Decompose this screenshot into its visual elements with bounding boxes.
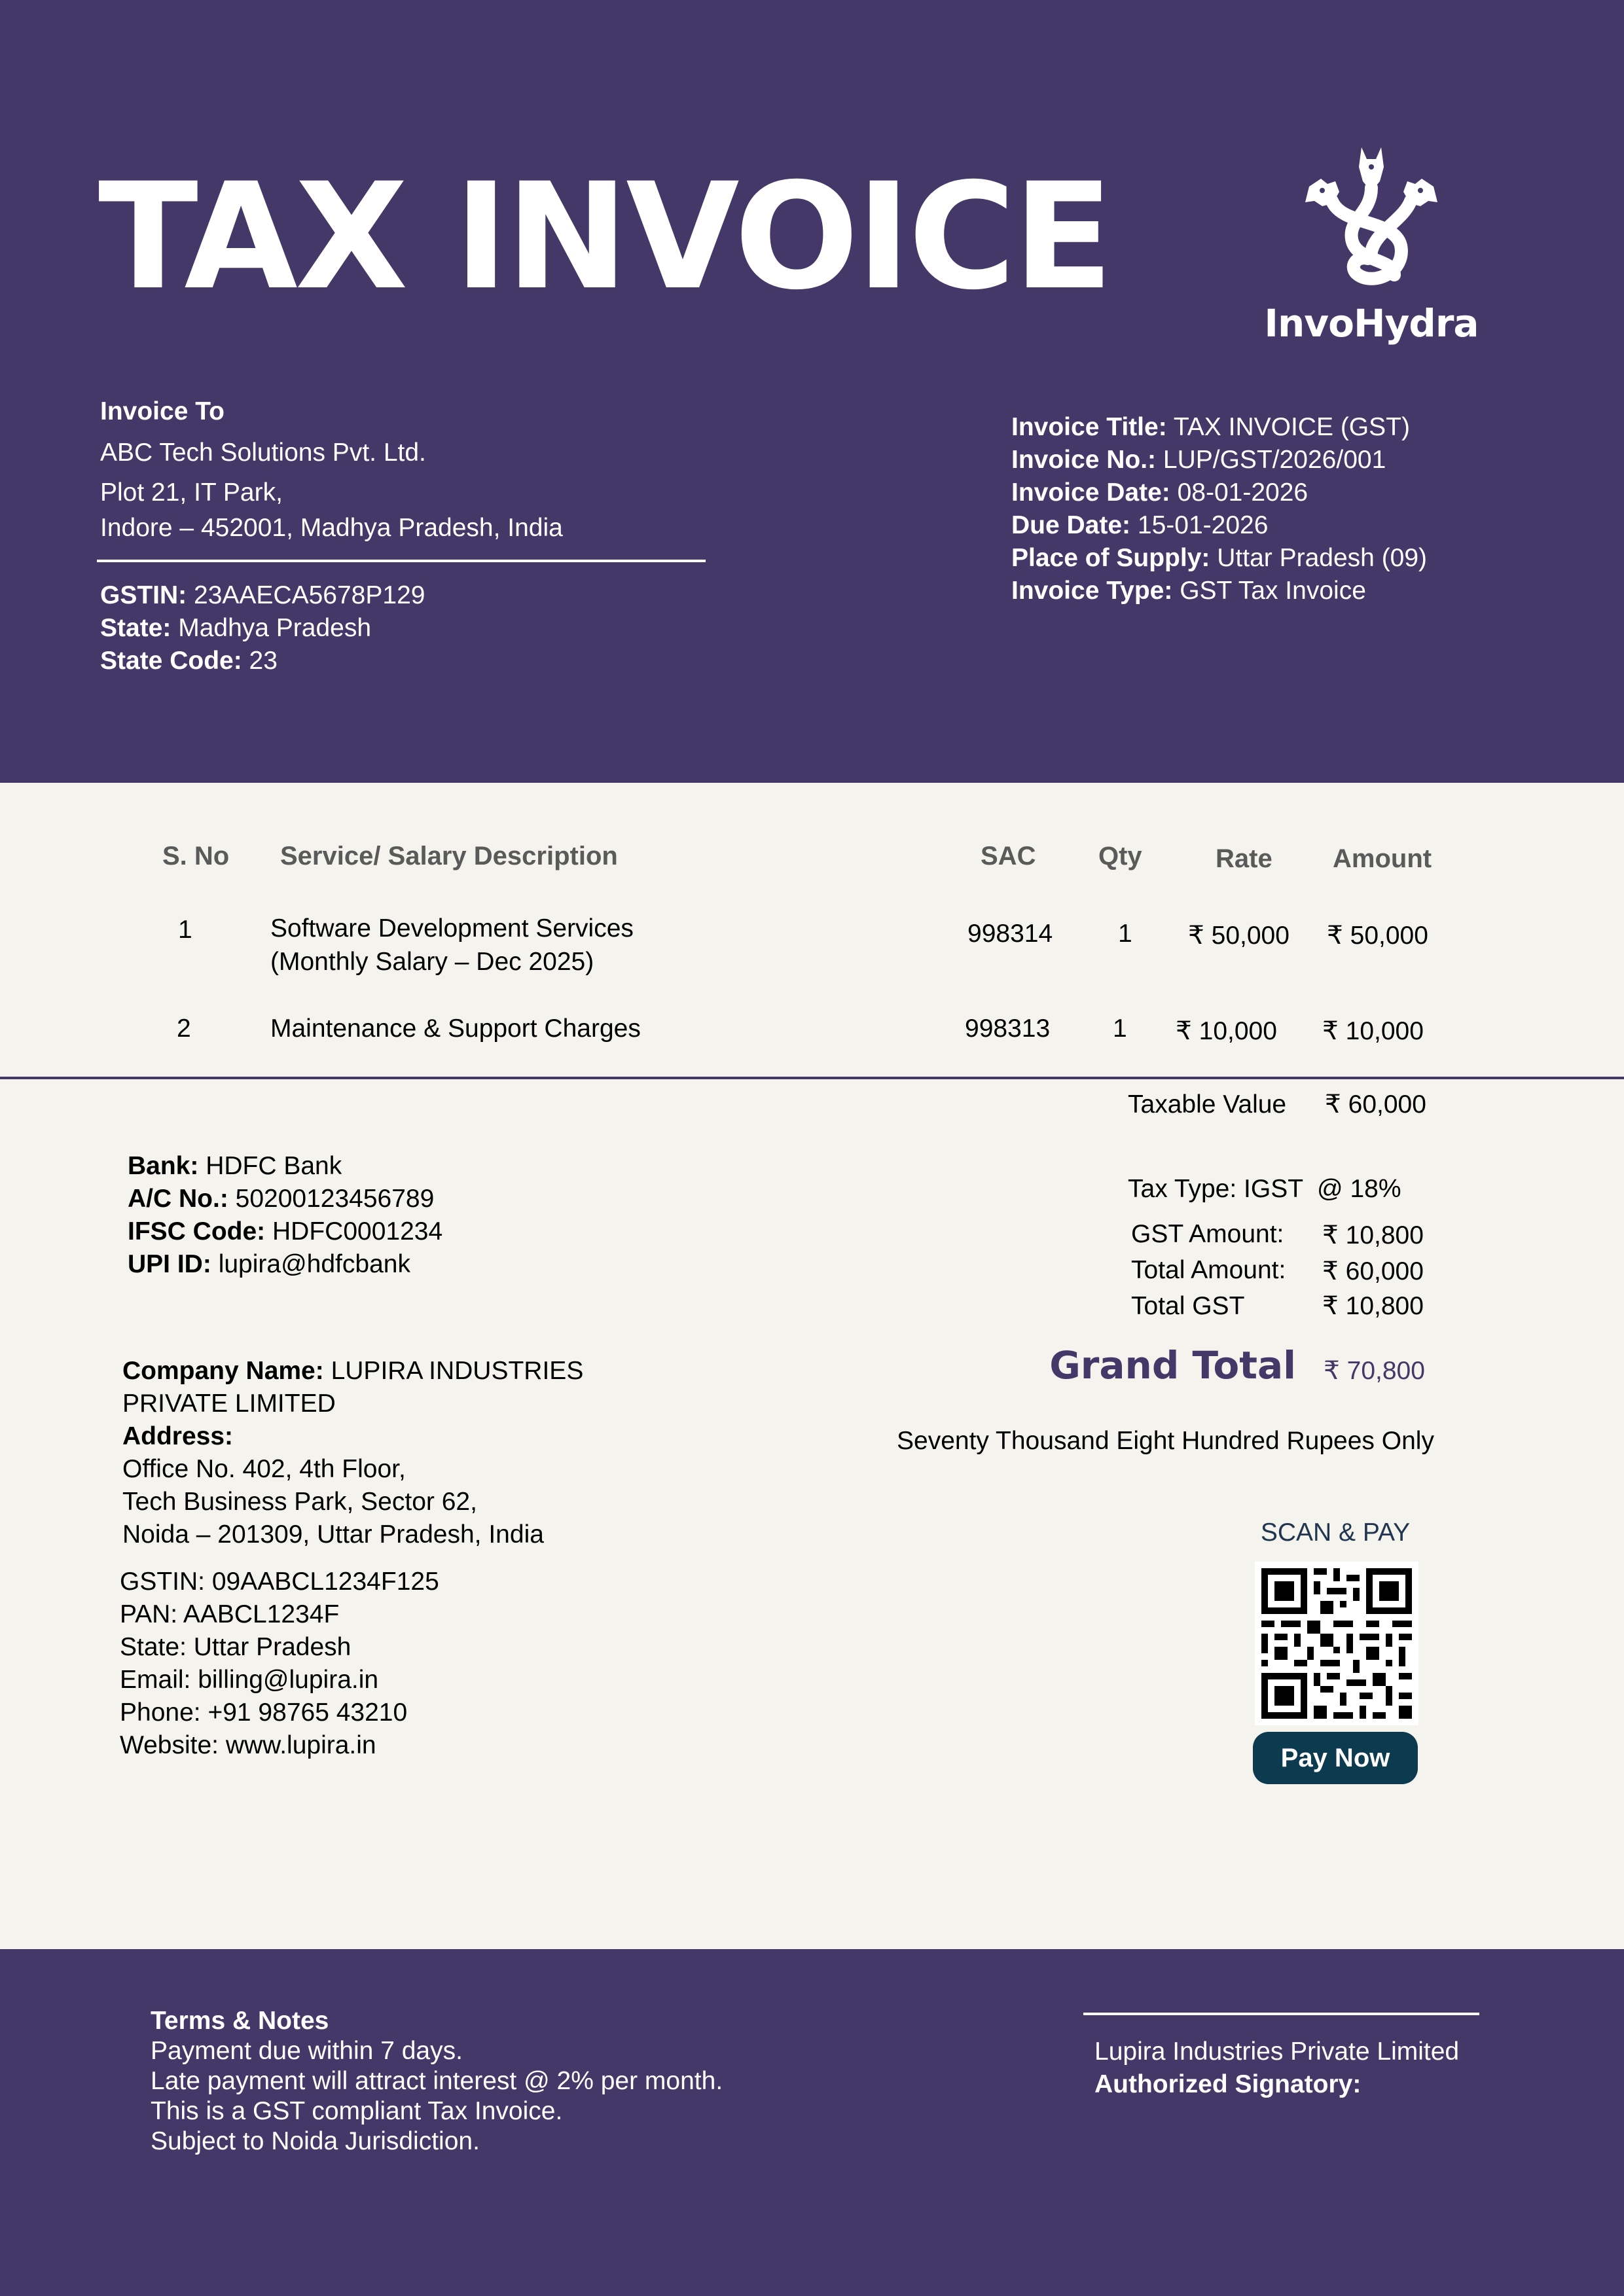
place-of-supply: Uttar Pradesh (09) [1217, 544, 1428, 572]
bill-to-heading: Invoice To [100, 397, 225, 425]
total-gst-label: Total GST [1131, 1292, 1245, 1320]
qr-code-icon [1255, 1562, 1418, 1725]
company-address-line1: Office No. 402, 4th Floor, [122, 1455, 406, 1483]
bill-to-state-code: 23 [249, 647, 278, 675]
brand-logo [1263, 141, 1479, 350]
invoice-title-value: TAX INVOICE (GST) [1173, 413, 1410, 441]
terms-item: Subject to Noida Jurisdiction. [151, 2127, 480, 2155]
company-phone[interactable]: Phone: +91 98765 43210 [120, 1698, 408, 1727]
qr-code[interactable] [1255, 1562, 1418, 1725]
total-amount-label: Total Amount: [1131, 1256, 1286, 1284]
column-header-sac: SAC [981, 842, 1036, 870]
column-header-sno: S. No [162, 842, 230, 870]
table-row-2-sno: 2 [177, 1014, 191, 1043]
state-label: State: [100, 614, 171, 642]
column-header-description: Service/ Salary Description [280, 842, 618, 870]
total-gst: ₹ 10,800 [1322, 1292, 1424, 1320]
brand-name: InvoHydra [1264, 301, 1479, 346]
company-email[interactable]: Email: billing@lupira.in [120, 1666, 379, 1694]
ifsc-code: HDFC0001234 [272, 1217, 443, 1246]
company-website[interactable]: Website: www.lupira.in [120, 1731, 376, 1759]
table-row-1-sac: 998314 [967, 920, 1053, 948]
company-name-label: Company Name: [122, 1357, 324, 1385]
invoice-number-label: Invoice No.: [1011, 446, 1157, 474]
company-gstin: GSTIN: 09AABCL1234F125 [120, 1568, 439, 1596]
hydra-icon [1296, 141, 1447, 298]
pay-now-button[interactable]: Pay Now [1253, 1732, 1418, 1784]
gst-amount: ₹ 10,800 [1322, 1221, 1424, 1249]
column-header-amount: Amount [1333, 844, 1432, 873]
table-row-2-qty: 1 [1113, 1014, 1127, 1043]
company-address-line2: Tech Business Park, Sector 62, [122, 1488, 477, 1516]
terms-item: Payment due within 7 days. [151, 2037, 463, 2065]
scan-pay-label: SCAN & PAY [1260, 1518, 1411, 1547]
bill-to-name: ABC Tech Solutions Pvt. Ltd. [100, 439, 426, 467]
grand-total-label: Grand Total [1049, 1343, 1296, 1388]
terms-item: This is a GST compliant Tax Invoice. [151, 2097, 563, 2125]
table-row-1-amount: ₹ 50,000 [1327, 922, 1428, 950]
bank-details [128, 1150, 442, 1281]
company-address-line3: Noida – 201309, Uttar Pradesh, India [122, 1520, 544, 1549]
amount-in-words: Seventy Thousand Eight Hundred Rupees Only [897, 1427, 1434, 1455]
upi-id: lupira@hdfcbank [218, 1250, 410, 1278]
upi-label: UPI ID: [128, 1250, 211, 1278]
bill-to-gstin: 23AAECA5678P129 [194, 581, 425, 609]
invoice-number: LUP/GST/2026/001 [1163, 446, 1386, 474]
account-number: 50200123456789 [235, 1185, 435, 1213]
state-code-label: State Code: [100, 647, 242, 675]
bill-to-divider [97, 560, 706, 562]
company-address-label: Address: [122, 1422, 234, 1450]
due-date-label: Due Date: [1011, 511, 1131, 539]
signatory-company: Lupira Industries Private Limited [1094, 2037, 1460, 2066]
terms-heading: Terms & Notes [151, 2007, 329, 2035]
tax-type: Tax Type: IGST @ 18% [1128, 1175, 1401, 1203]
bill-to-address-line2: Indore – 452001, Madhya Pradesh, India [100, 514, 563, 542]
terms-block [151, 2006, 723, 2157]
table-row-1-desc-line2: (Monthly Salary – Dec 2025) [270, 948, 594, 976]
seller-contact-block [120, 1566, 439, 1762]
taxable-value: ₹ 60,000 [1325, 1090, 1426, 1119]
account-number-label: A/C No.: [128, 1185, 228, 1213]
company-pan: PAN: AABCL1234F [120, 1600, 340, 1628]
bill-to-state: Madhya Pradesh [178, 614, 372, 642]
table-row-1-desc-line1: Software Development Services [270, 914, 634, 942]
table-row-2-rate: ₹ 10,000 [1176, 1017, 1277, 1045]
table-row-1-sno: 1 [178, 916, 192, 944]
table-row-1-qty: 1 [1118, 920, 1132, 948]
invoice-date-label: Invoice Date: [1011, 478, 1170, 507]
bill-to-address-line1: Plot 21, IT Park, [100, 478, 283, 507]
invoice-date: 08-01-2026 [1177, 478, 1308, 507]
seller-company-block [122, 1355, 712, 1551]
table-row-2-sac: 998313 [965, 1014, 1051, 1043]
invoice-title-label: Invoice Title: [1011, 413, 1167, 441]
invoice-type: GST Tax Invoice [1180, 577, 1366, 605]
table-row-2-amount: ₹ 10,000 [1322, 1017, 1424, 1045]
bank-name: HDFC Bank [206, 1152, 342, 1180]
signature-line [1083, 2013, 1479, 2015]
bank-label: Bank: [128, 1152, 199, 1180]
signatory-label: Authorized Signatory: [1094, 2070, 1362, 2098]
column-header-rate: Rate [1216, 844, 1272, 873]
place-of-supply-label: Place of Supply: [1011, 544, 1210, 572]
column-header-qty: Qty [1098, 842, 1142, 870]
bill-to-block [100, 393, 715, 546]
invoice-header [0, 0, 1624, 783]
gst-amount-label: GST Amount: [1131, 1220, 1284, 1248]
company-name-line2: PRIVATE LIMITED [122, 1390, 336, 1418]
signatory-block [1094, 2036, 1459, 2101]
bill-to-tax-details [100, 579, 425, 677]
terms-item: Late payment will attract interest @ 2% per month. [151, 2067, 723, 2095]
table-row-1-rate: ₹ 50,000 [1188, 922, 1290, 950]
grand-total-value: ₹ 70,800 [1324, 1357, 1425, 1385]
table-divider [0, 1077, 1624, 1079]
invoice-meta-block [1011, 411, 1427, 607]
invoice-title: TAX INVOICE [98, 151, 1111, 322]
company-name-line1: LUPIRA INDUSTRIES [331, 1357, 584, 1385]
gstin-label: GSTIN: [100, 581, 187, 609]
total-amount: ₹ 60,000 [1322, 1257, 1424, 1285]
ifsc-label: IFSC Code: [128, 1217, 266, 1246]
due-date: 15-01-2026 [1137, 511, 1269, 539]
table-row-2-desc-line1: Maintenance & Support Charges [270, 1014, 641, 1043]
invoice-type-label: Invoice Type: [1011, 577, 1173, 605]
company-state: State: Uttar Pradesh [120, 1633, 352, 1661]
taxable-value-label: Taxable Value [1128, 1090, 1287, 1119]
